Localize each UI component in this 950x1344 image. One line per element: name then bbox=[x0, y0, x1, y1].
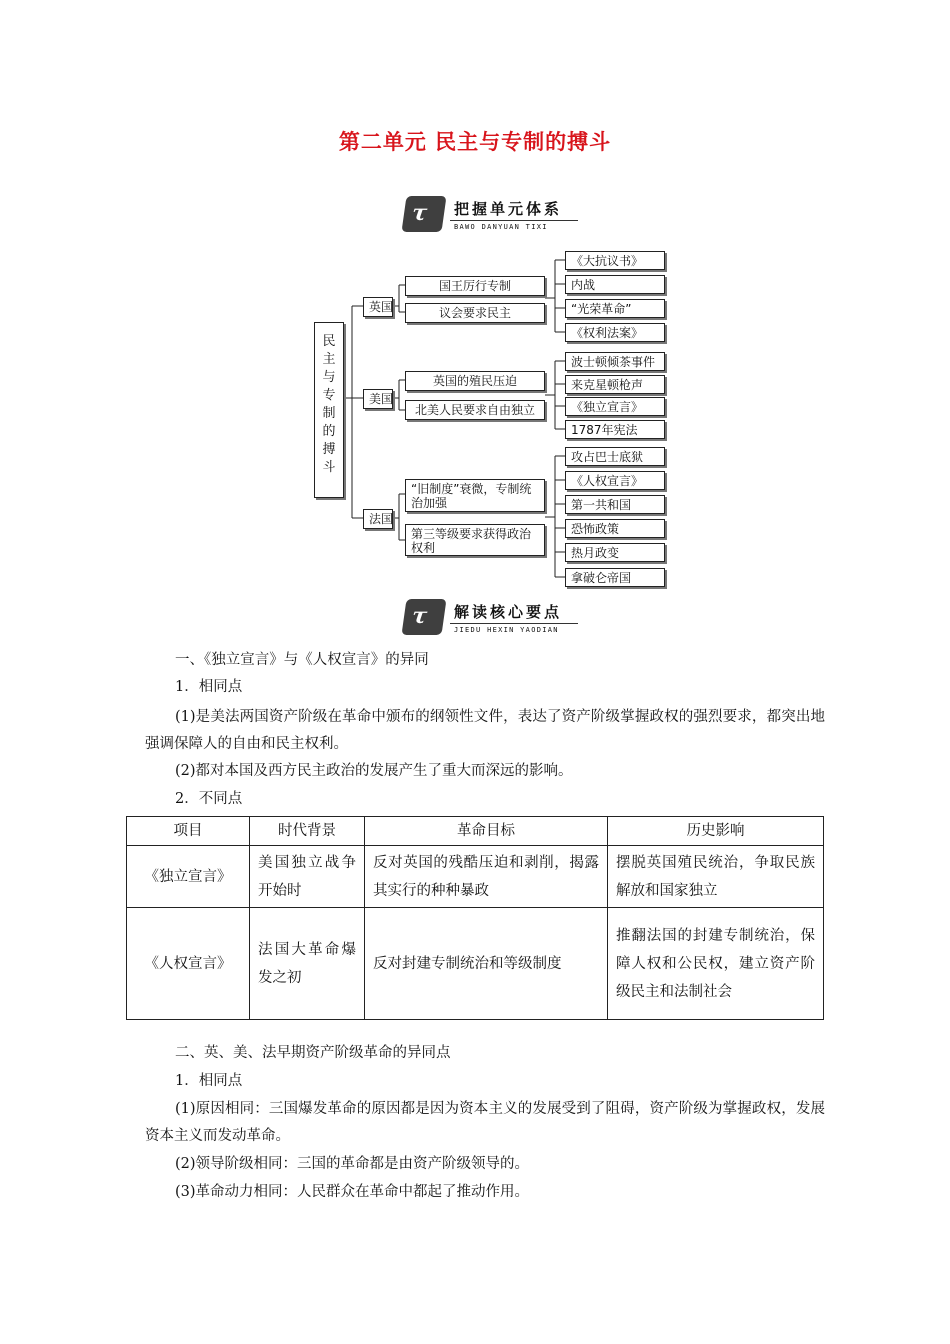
diagram-event: 1787年宪法 bbox=[565, 420, 665, 439]
table-row bbox=[127, 908, 824, 1020]
table-cell: 美国独立战争开始时 bbox=[250, 846, 365, 908]
tz-logo-icon: τ bbox=[401, 599, 446, 635]
table-cell: 反对封建专制统治和等级制度 bbox=[365, 908, 608, 1020]
table-cell: 反对英国的残酷压迫和剥削，揭露其实行的种种暴政 bbox=[365, 846, 608, 908]
diagram-cause: 英国的殖民压迫 bbox=[405, 371, 545, 391]
paragraph: (1)是美法两国资产阶级在革命中颁布的纲领性文件，表达了资产阶级掌握政权的强烈要求，都突出地强调保障人的自由和民主权利。 bbox=[145, 709, 825, 752]
table-header-row bbox=[127, 817, 824, 846]
diagram-cause: 议会要求民主 bbox=[405, 303, 545, 323]
diagram-event: 拿破仑帝国 bbox=[565, 568, 665, 587]
diagram-country-france: 法国 bbox=[363, 509, 393, 529]
diagram-event: “光荣革命” bbox=[565, 299, 665, 318]
subheading: 2．不同点 bbox=[175, 791, 243, 807]
diagram-event: 第一共和国 bbox=[565, 495, 665, 514]
diagram-event: 《人权宣言》 bbox=[565, 471, 665, 490]
paragraph: (2)领导阶级相同：三国的革命都是由资产阶级领导的。 bbox=[175, 1156, 530, 1172]
subheading: 1．相同点 bbox=[175, 1073, 243, 1089]
table-header: 时代背景 bbox=[250, 817, 365, 846]
paragraph: (3)革命动力相同：人民群众在革命中都起了推动作用。 bbox=[175, 1184, 530, 1200]
badge-pinyin: BAWO DANYUAN TIXI bbox=[454, 223, 548, 231]
table-cell: 《独立宣言》 bbox=[127, 846, 250, 908]
subheading: 1．相同点 bbox=[175, 679, 243, 695]
diagram-event: 来克星顿枪声 bbox=[565, 375, 665, 394]
tz-logo-icon: τ bbox=[401, 196, 446, 232]
diagram-root: 民 主 与 专 制 的 搏 斗 bbox=[314, 322, 344, 498]
badge-title: 把握单元体系 bbox=[454, 200, 563, 218]
diagram-cause: 国王厉行专制 bbox=[405, 276, 545, 296]
paragraph: (1)原因相同：三国爆发革命的原因都是因为资本主义的发展受到了阻碍，资产阶级为掌握政权，发展资本主义而发动革命。 bbox=[145, 1101, 825, 1144]
diagram-event: 恐怖政策 bbox=[565, 519, 665, 538]
paragraph: (2)都对本国及西方民主政治的发展产生了重大而深远的影响。 bbox=[175, 763, 573, 779]
diagram-country-uk: 英国 bbox=[363, 297, 393, 317]
diagram-event: 攻占巴士底狱 bbox=[565, 447, 665, 466]
diagram-event: 《独立宣言》 bbox=[565, 397, 665, 416]
table-row bbox=[127, 846, 824, 908]
diagram-cause: 第三等级要求获得政治权利 bbox=[405, 524, 545, 556]
section-heading: 二、英、美、法早期资产阶级革命的异同点 bbox=[175, 1045, 451, 1061]
diagram-event: 波士顿倾茶事件 bbox=[565, 352, 665, 371]
section-heading: 一、《独立宣言》与《人权宣言》的异同 bbox=[175, 652, 429, 668]
diagram-event: 《权利法案》 bbox=[565, 323, 665, 342]
table-cell: 《人权宣言》 bbox=[127, 908, 250, 1020]
diagram-event: 《大抗议书》 bbox=[565, 251, 665, 270]
table-cell: 推翻法国的封建专制统治，保障人权和公民权，建立资产阶级民主和法制社会 bbox=[608, 908, 824, 1020]
diagram-event: 内战 bbox=[565, 275, 665, 294]
diagram-cause: 北美人民要求自由独立 bbox=[405, 400, 545, 420]
table-header: 革命目标 bbox=[365, 817, 608, 846]
section-badge-core-points bbox=[404, 599, 580, 639]
diagram-cause: “旧制度”衰微，专制统治加强 bbox=[405, 479, 545, 512]
table-header: 历史影响 bbox=[608, 817, 824, 846]
page-title: 第二单元 民主与专制的搏斗 bbox=[338, 130, 612, 154]
table-cell: 法国大革命爆发之初 bbox=[250, 908, 365, 1020]
diagram-country-us: 美国 bbox=[363, 389, 393, 409]
diagram-event: 热月政变 bbox=[565, 543, 665, 562]
comparison-table bbox=[126, 816, 824, 1020]
table-header: 项目 bbox=[127, 817, 250, 846]
badge-title: 解读核心要点 bbox=[454, 603, 563, 621]
table-cell: 摆脱英国殖民统治，争取民族解放和国家独立 bbox=[608, 846, 824, 908]
badge-pinyin: JIEDU HEXIN YAODIAN bbox=[454, 626, 559, 634]
